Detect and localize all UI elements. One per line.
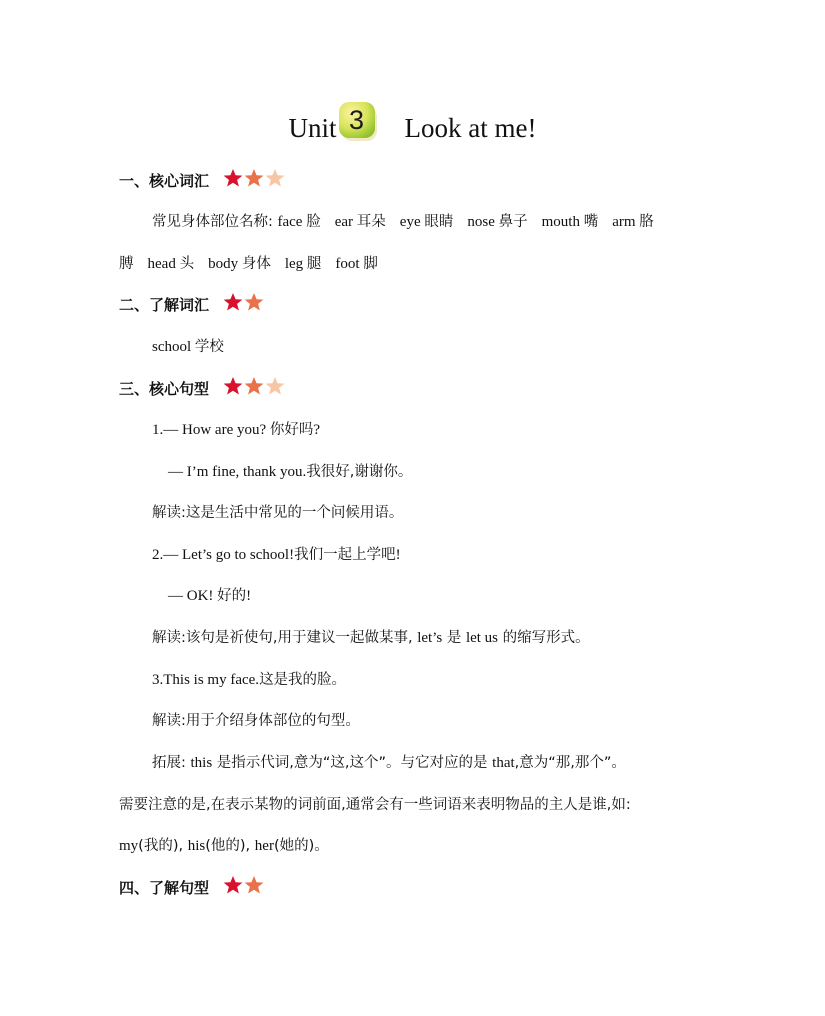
unit-word: Unit — [288, 112, 337, 143]
rating-stars-3 — [223, 376, 286, 396]
star-light-icon — [265, 168, 285, 188]
extension-line-3: my(我的), his(他的), her(她的)。 — [119, 838, 329, 854]
sentence-3-note: 解读:用于介绍身体部位的句型。 — [152, 713, 360, 729]
sentence-2-question: 2.— Let’s go to school!我们一起上学吧! — [152, 547, 401, 563]
learn-vocab-line: school 学校 — [152, 339, 224, 355]
unit-subtitle: Look at me! — [404, 112, 537, 143]
unit-number: 3 — [349, 104, 365, 135]
sentence-1-answer: — I’m fine, thank you.我很好,谢谢你。 — [168, 464, 413, 480]
unit-number-badge — [339, 102, 379, 142]
sentence-3: 3.This is my face.这是我的脸。 — [152, 672, 347, 688]
star-medium-icon — [244, 376, 264, 396]
section-heading-core-sentences: 三、核心句型 — [119, 375, 286, 401]
sentence-1-question: 1.— How are you? 你好吗? — [152, 422, 321, 438]
section-heading-core-vocab: 一、核心词汇 — [119, 167, 286, 193]
star-medium-icon — [244, 168, 264, 188]
star-medium-icon — [244, 292, 264, 312]
rating-stars-2 — [223, 875, 265, 895]
sentence-2-note: 解读:该句是祈使句,用于建议一起做某事, let’s 是 let us 的缩写形式。 — [152, 630, 590, 646]
star-light-icon — [265, 376, 285, 396]
star-full-icon — [223, 376, 243, 396]
extension-line-2: 需要注意的是,在表示某物的词前面,通常会有一些词语来表明物品的主人是谁,如: — [119, 797, 631, 813]
star-full-icon — [223, 875, 243, 895]
extension-line-1: 拓展: this 是指示代词,意为“这,这个”。与它对应的是 that,意为“那,那个”。 — [152, 755, 626, 771]
rating-stars-2 — [223, 292, 265, 312]
section-heading-learn-sentences: 四、了解句型 — [119, 874, 265, 900]
star-medium-icon — [244, 875, 264, 895]
sentence-1-note: 解读:这是生活中常见的一个问候用语。 — [152, 505, 404, 521]
vocab-line-2: 膊 head 头 body 身体 leg 腿 foot 脚 — [119, 256, 378, 272]
sentence-2-answer: — OK! 好的! — [168, 588, 252, 604]
vocab-line-1: 常见身体部位名称: face 脸 ear 耳朵 eye 眼睛 nose 鼻子 mouth 嘴 arm 胳 — [152, 214, 654, 230]
rating-stars-3 — [223, 168, 286, 188]
section-heading-learn-vocab: 二、了解词汇 — [119, 291, 265, 317]
star-full-icon — [223, 168, 243, 188]
star-full-icon — [223, 292, 243, 312]
page-title — [0, 104, 825, 152]
